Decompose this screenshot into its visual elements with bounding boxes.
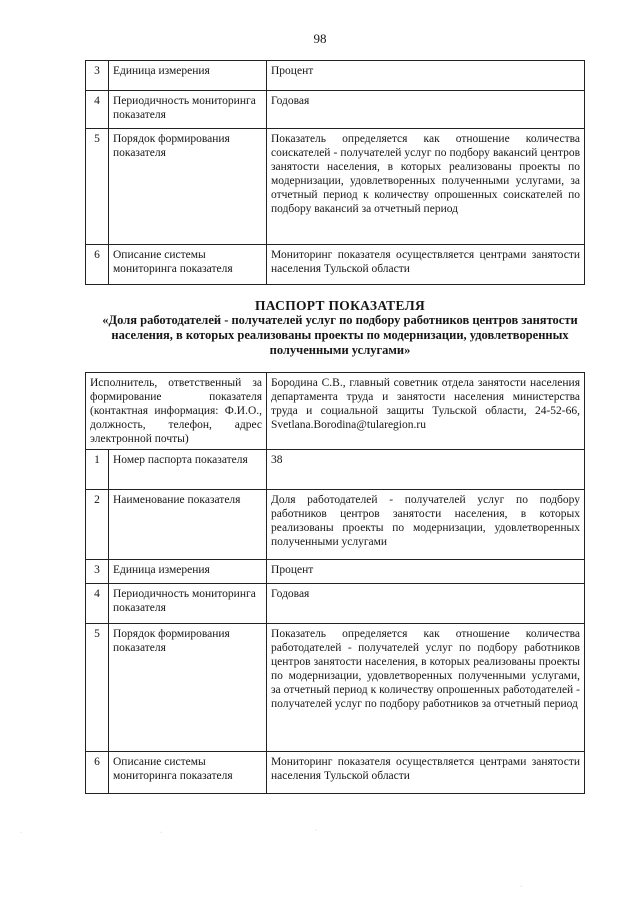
row-value: Показатель определяется как отношение количества соискателей - получателей услуг по подбору вакансий центров занятости населения, в которых реализованы проекты по модернизации, удовлетворенных полученными услугами, за отчетный период к количеству опрошенных соискателей по подбору вакансий за отчетный период	[267, 129, 585, 245]
row-value: Мониторинг показателя осуществляется центрами занятости населения Тульской области	[267, 245, 585, 285]
executor-label: Исполнитель, ответственный за формирование показателя (контактная информация: Ф.И.О., должность, телефон, адрес электронной почты)	[86, 373, 267, 450]
table-row	[86, 450, 585, 490]
row-number: 2	[86, 490, 109, 560]
row-label: Единица измерения	[109, 560, 267, 584]
table-row	[86, 490, 585, 560]
table-row	[86, 245, 585, 285]
row-number: 6	[86, 752, 109, 794]
page-number: 98	[313, 31, 327, 46]
row-label: Периодичность мониторинга показателя	[109, 91, 267, 129]
table-row	[86, 91, 585, 129]
row-label: Номер паспорта показателя	[109, 450, 267, 490]
indicator-passport-table	[85, 372, 585, 794]
row-label: Единица измерения	[109, 61, 267, 91]
row-value: 38	[267, 450, 585, 490]
row-label: Описание системы мониторинга показателя	[109, 245, 267, 285]
scan-speck: ·	[20, 830, 22, 836]
row-number: 3	[86, 560, 109, 584]
table-row	[86, 584, 585, 624]
row-value: Процент	[267, 560, 585, 584]
row-value: Показатель определяется как отношение количества работодателей - получателей услуг по подбору работников центров занятости населения, в которых реализованы проекты по модернизации, удовлетворенных полученными услугами, за отчетный период к количеству опрошенных работодателей - получателей услуг по подбору работников за отчетный период	[267, 624, 585, 752]
row-number: 3	[86, 61, 109, 91]
table-row	[86, 61, 585, 91]
table-row	[86, 624, 585, 752]
scan-speck: ·	[160, 830, 162, 836]
table-row	[86, 752, 585, 794]
table-row	[86, 560, 585, 584]
row-number: 5	[86, 129, 109, 245]
scan-speck: ·	[520, 884, 522, 890]
row-value: Годовая	[267, 584, 585, 624]
row-value: Доля работодателей - получателей услуг по подбору работников центров занятости населения, в которых реализованы проекты по модернизации, удовлетворенных полученными услугами	[267, 490, 585, 560]
executor-value: Бородина С.В., главный советник отдела занятости населения департамента труда и занятости населения министерства труда и социальной защиты Тульской области, 24-52-66, Svetlana.Borodina@tularegion.ru	[267, 373, 585, 450]
row-value: Мониторинг показателя осуществляется центрами занятости населения Тульской области	[267, 752, 585, 794]
passport-heading	[80, 298, 600, 358]
executor-row	[86, 373, 585, 450]
passport-title: ПАСПОРТ ПОКАЗАТЕЛЯ	[254, 298, 426, 313]
indicator-table-continued	[85, 60, 585, 285]
row-number: 1	[86, 450, 109, 490]
row-label: Порядок формирования показателя	[109, 624, 267, 752]
row-label: Наименование показателя	[109, 490, 267, 560]
row-value: Годовая	[267, 91, 585, 129]
row-label: Периодичность мониторинга показателя	[109, 584, 267, 624]
scan-speck: ·	[315, 828, 317, 834]
row-number: 6	[86, 245, 109, 285]
passport-subtitle: «Доля работодателей - получателей услуг по подбору работников центров занятости населения, в которых реализованы проекты по модернизации, удовлетворенных полученными услугами»	[102, 313, 578, 357]
table-row	[86, 129, 585, 245]
row-value: Процент	[267, 61, 585, 91]
row-number: 5	[86, 624, 109, 752]
row-number: 4	[86, 91, 109, 129]
row-label: Описание системы мониторинга показателя	[109, 752, 267, 794]
row-label: Порядок формирования показателя	[109, 129, 267, 245]
row-number: 4	[86, 584, 109, 624]
